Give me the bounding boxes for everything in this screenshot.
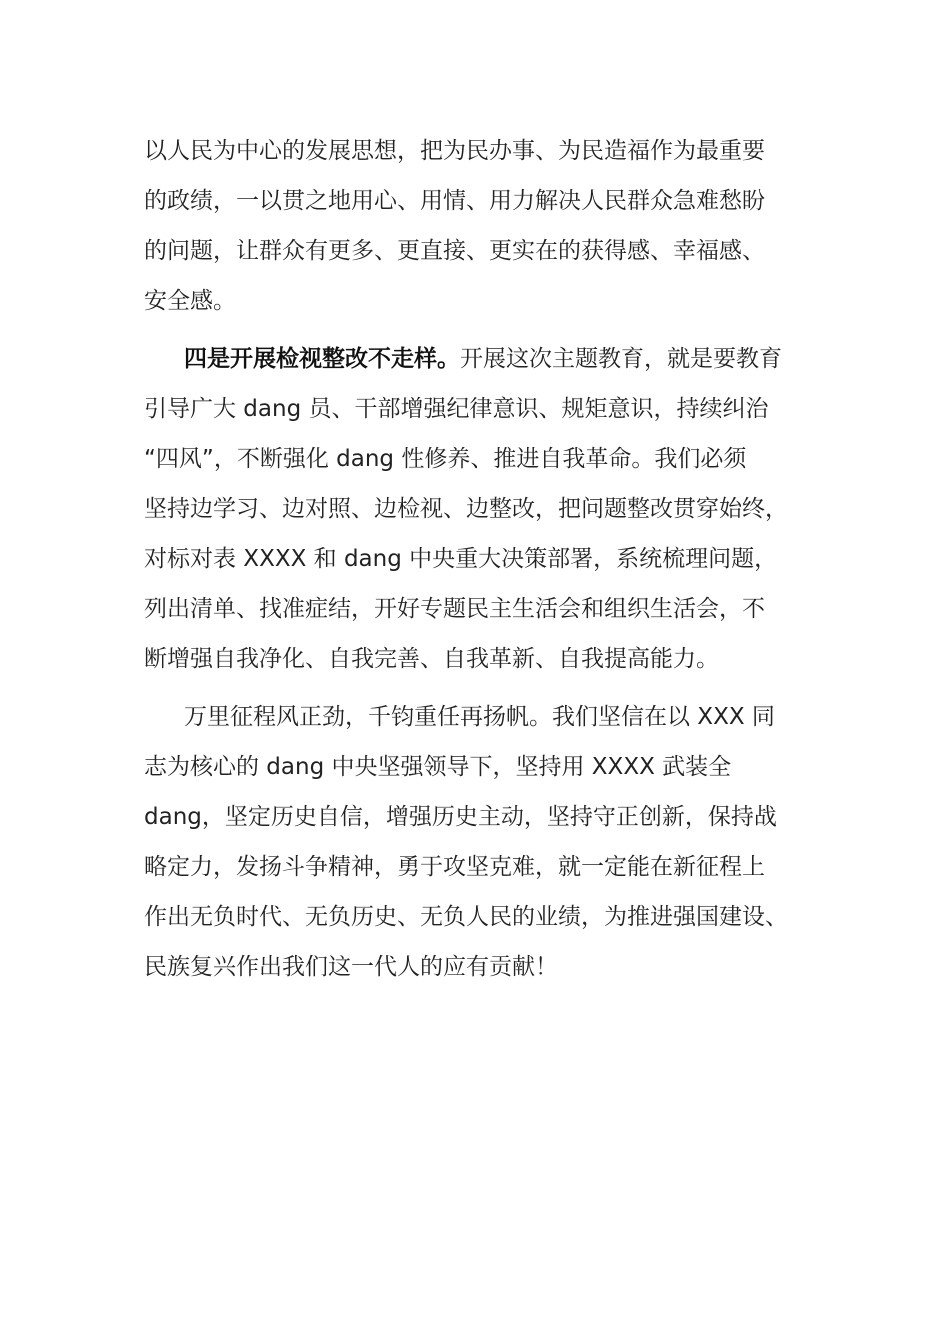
- paragraph-2-line-3: “四风”，不断强化 dang 性修养、推进自我革命。我们必须: [144, 446, 747, 472]
- paragraph-2-line-1-rest: 开展这次主题教育，就是要教育: [460, 346, 782, 372]
- paragraph-3-line-2: 志为核心的 dang 中央坚强领导下，坚持用 XXXX 武装全: [144, 754, 732, 780]
- paragraph-3-line-1: 万里征程风正劲，千钧重任再扬帆。我们坚信在以 XXX 同: [184, 704, 775, 730]
- paragraph-3-line-4: 略定力，发扬斗争精神，勇于攻坚克难，就一定能在新征程上: [144, 854, 765, 880]
- paragraph-2-heading: 四是开展检视整改不走样。: [184, 346, 460, 372]
- paragraph-gap: [144, 326, 814, 334]
- paragraph-2-line-1: [144, 334, 814, 384]
- paragraph-gap: [144, 684, 814, 692]
- paragraph-2-line-4: 坚持边学习、边对照、边检视、边整改，把问题整改贯穿始终，: [144, 496, 788, 522]
- paragraph-2-line-6: 列出清单、找准症结，开好专题民主生活会和组织生活会，不: [144, 596, 765, 622]
- paragraph-3-line-6: 民族复兴作出我们这一代人的应有贡献！: [144, 954, 558, 980]
- paragraph-2-line-7: 断增强自我净化、自我完善、自我革新、自我提高能力。: [144, 646, 719, 672]
- paragraph-3-line-3: dang，坚定历史自信，增强历史主动，坚持守正创新，保持战: [144, 804, 777, 830]
- paragraph-1-line-2: 的政绩，一以贯之地用心、用情、用力解决人民群众急难愁盼: [144, 188, 765, 214]
- body-text: [144, 126, 814, 992]
- paragraph-1-line-3: 的问题，让群众有更多、更直接、更实在的获得感、幸福感、: [144, 238, 765, 264]
- paragraph-2-line-5: 对标对表 XXXX 和 dang 中央重大决策部署，系统梳理问题，: [144, 546, 778, 572]
- paragraph-1-line-1: 以人民为中心的发展思想，把为民办事、为民造福作为最重要: [144, 138, 765, 164]
- paragraph-3-line-5: 作出无负时代、无负历史、无负人民的业绩，为推进强国建设、: [144, 904, 788, 930]
- paragraph-2: [144, 334, 814, 684]
- paragraph-1: [144, 126, 814, 326]
- paragraph-2-line-2: 引导广大 dang 员、干部增强纪律意识、规矩意识，持续纠治: [144, 396, 769, 422]
- paragraph-3: [144, 692, 814, 992]
- paragraph-1-line-4: 安全感。: [144, 288, 236, 314]
